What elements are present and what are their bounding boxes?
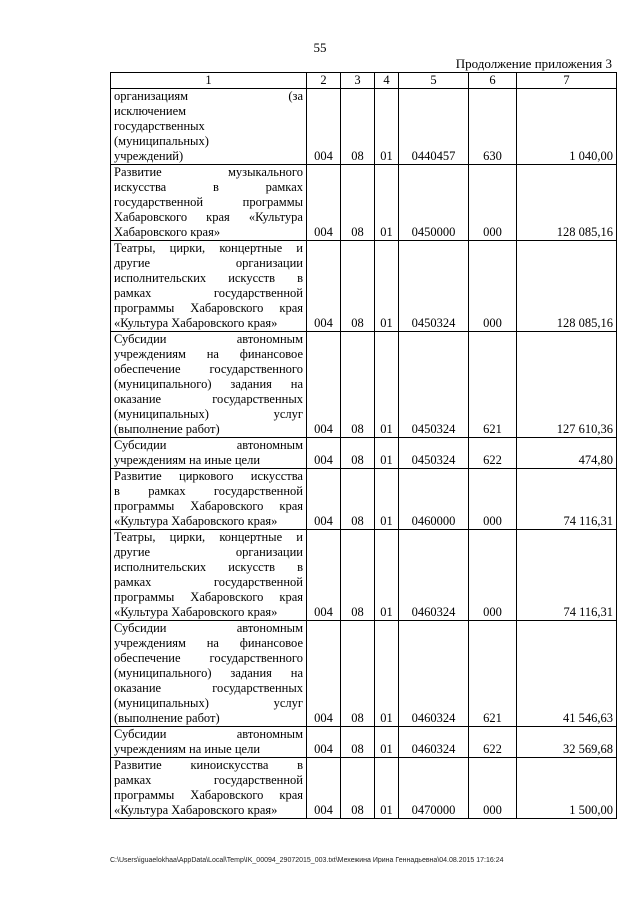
row-name-line: Субсидии автономным (114, 621, 303, 635)
col-3-cell: 08 (341, 332, 375, 438)
row-name-line: (выполнение работ) (114, 711, 220, 725)
header-col-4: 4 (375, 73, 399, 89)
row-name (111, 621, 307, 727)
table-row (111, 621, 617, 727)
row-name-line: Хабаровского края «Культура (114, 210, 303, 224)
row-name-line: обеспечение государственного (114, 651, 303, 665)
header-col-7: 7 (517, 73, 617, 89)
table-row (111, 530, 617, 621)
col-2-cell: 004 (307, 332, 341, 438)
row-name-line: рамках государственной (114, 575, 303, 589)
col-7-cell: 127 610,36 (517, 332, 617, 438)
col-4-cell: 01 (375, 241, 399, 332)
col-7-cell: 128 085,16 (517, 165, 617, 241)
col-5-cell: 0450324 (399, 241, 469, 332)
row-name (111, 332, 307, 438)
table-header-row (111, 73, 617, 89)
row-name-line: другие организации (114, 256, 303, 270)
row-name (111, 530, 307, 621)
row-name-line: Театры, цирки, концертные и (114, 241, 303, 255)
col-7-cell: 74 116,31 (517, 530, 617, 621)
col-2-cell: 004 (307, 241, 341, 332)
continuation-label: Продолжение приложения 3 (455, 56, 612, 71)
page-number: 55 (313, 40, 327, 55)
row-name-line: в рамках государственной (114, 484, 303, 498)
col-2-cell: 004 (307, 758, 341, 819)
row-name-line: организациям (за (114, 89, 303, 103)
row-name (111, 758, 307, 819)
col-2-cell: 004 (307, 530, 341, 621)
col-6-cell: 622 (469, 438, 517, 469)
col-7-cell: 128 085,16 (517, 241, 617, 332)
table-row (111, 165, 617, 241)
table-row (111, 332, 617, 438)
row-name (111, 89, 307, 165)
row-name-line: Субсидии автономным (114, 438, 303, 452)
col-2-cell: 004 (307, 89, 341, 165)
header-col-2: 2 (307, 73, 341, 89)
col-4-cell: 01 (375, 165, 399, 241)
col-3-cell: 08 (341, 621, 375, 727)
row-name-line: (выполнение работ) (114, 422, 220, 436)
col-6-cell: 000 (469, 469, 517, 530)
col-5-cell: 0450000 (399, 165, 469, 241)
col-3-cell: 08 (341, 241, 375, 332)
col-6-cell: 000 (469, 530, 517, 621)
table-row (111, 241, 617, 332)
col-3-cell: 08 (341, 530, 375, 621)
file-path-footer: C:\Users\iguaelokhaa\AppData\Local\Temp\IK_00094_29072015_003.txt\Мехежина Ирина Геннадьевна\04.08.2015 17:16:24 (110, 857, 504, 864)
col-4-cell: 01 (375, 727, 399, 758)
header-col-1: 1 (111, 73, 307, 89)
col-2-cell: 004 (307, 727, 341, 758)
row-name-line: «Культура Хабаровского края» (114, 316, 278, 330)
row-name-line: оказание государственных (114, 392, 303, 406)
row-name-line: «Культура Хабаровского края» (114, 514, 278, 528)
col-6-cell: 622 (469, 727, 517, 758)
table-row (111, 438, 617, 469)
header-col-5: 5 (399, 73, 469, 89)
row-name-line: (муниципальных) (114, 134, 209, 148)
header-col-6: 6 (469, 73, 517, 89)
col-3-cell: 08 (341, 727, 375, 758)
row-name-line: государственных (114, 119, 205, 133)
row-name-line: Субсидии автономным (114, 332, 303, 346)
col-6-cell: 000 (469, 758, 517, 819)
col-6-cell: 630 (469, 89, 517, 165)
col-6-cell: 000 (469, 165, 517, 241)
col-2-cell: 004 (307, 165, 341, 241)
row-name-line: Театры, цирки, концертные и (114, 530, 303, 544)
col-7-cell: 1 500,00 (517, 758, 617, 819)
col-3-cell: 08 (341, 758, 375, 819)
col-5-cell: 0460324 (399, 530, 469, 621)
row-name-line: исключением (114, 104, 187, 118)
row-name-line: другие организации (114, 545, 303, 559)
col-4-cell: 01 (375, 438, 399, 469)
row-name-line: программы Хабаровского края (114, 499, 303, 513)
col-4-cell: 01 (375, 89, 399, 165)
table-row (111, 469, 617, 530)
row-name-line: оказание государственных (114, 681, 303, 695)
row-name (111, 438, 307, 469)
col-5-cell: 0470000 (399, 758, 469, 819)
col-4-cell: 01 (375, 469, 399, 530)
row-name-line: программы Хабаровского края (114, 788, 303, 802)
col-7-cell: 1 040,00 (517, 89, 617, 165)
row-name-line: государственной программы (114, 195, 303, 209)
col-5-cell: 0440457 (399, 89, 469, 165)
row-name (111, 469, 307, 530)
col-5-cell: 0460324 (399, 621, 469, 727)
row-name-line: (муниципального) задания на (114, 666, 303, 680)
col-3-cell: 08 (341, 165, 375, 241)
col-4-cell: 01 (375, 758, 399, 819)
col-4-cell: 01 (375, 530, 399, 621)
row-name-line: искусства в рамках (114, 180, 303, 194)
col-4-cell: 01 (375, 332, 399, 438)
budget-table (110, 72, 617, 819)
row-name-line: учреждениям на иные цели (114, 742, 261, 756)
row-name (111, 241, 307, 332)
row-name-line: «Культура Хабаровского края» (114, 803, 278, 817)
col-5-cell: 0450324 (399, 332, 469, 438)
col-5-cell: 0460324 (399, 727, 469, 758)
row-name (111, 727, 307, 758)
row-name-line: программы Хабаровского края (114, 301, 303, 315)
table-row (111, 89, 617, 165)
row-name-line: «Культура Хабаровского края» (114, 605, 278, 619)
col-4-cell: 01 (375, 621, 399, 727)
row-name-line: (муниципального) задания на (114, 377, 303, 391)
col-6-cell: 621 (469, 621, 517, 727)
table-row (111, 758, 617, 819)
col-6-cell: 000 (469, 241, 517, 332)
col-5-cell: 0460000 (399, 469, 469, 530)
row-name-line: учреждениям на финансовое (114, 636, 303, 650)
col-6-cell: 621 (469, 332, 517, 438)
row-name-line: Развитие киноискусства в (114, 758, 303, 772)
row-name-line: (муниципальных) услуг (114, 407, 303, 421)
row-name-line: рамках государственной (114, 286, 303, 300)
col-7-cell: 41 546,63 (517, 621, 617, 727)
header-col-3: 3 (341, 73, 375, 89)
row-name (111, 165, 307, 241)
row-name-line: учреждениям на иные цели (114, 453, 261, 467)
col-3-cell: 08 (341, 469, 375, 530)
col-3-cell: 08 (341, 89, 375, 165)
row-name-line: учреждениям на финансовое (114, 347, 303, 361)
row-name-line: исполнительских искусств в (114, 560, 303, 574)
row-name-line: (муниципальных) услуг (114, 696, 303, 710)
col-2-cell: 004 (307, 438, 341, 469)
row-name-line: Развитие циркового искусства (114, 469, 303, 483)
col-2-cell: 004 (307, 621, 341, 727)
row-name-line: Хабаровского края» (114, 225, 221, 239)
table-row (111, 727, 617, 758)
row-name-line: исполнительских искусств в (114, 271, 303, 285)
row-name-line: учреждений) (114, 149, 184, 163)
row-name-line: Субсидии автономным (114, 727, 303, 741)
col-7-cell: 32 569,68 (517, 727, 617, 758)
col-5-cell: 0450324 (399, 438, 469, 469)
row-name-line: обеспечение государственного (114, 362, 303, 376)
col-2-cell: 004 (307, 469, 341, 530)
col-7-cell: 74 116,31 (517, 469, 617, 530)
row-name-line: программы Хабаровского края (114, 590, 303, 604)
col-7-cell: 474,80 (517, 438, 617, 469)
col-3-cell: 08 (341, 438, 375, 469)
row-name-line: Развитие музыкального (114, 165, 303, 179)
row-name-line: рамках государственной (114, 773, 303, 787)
